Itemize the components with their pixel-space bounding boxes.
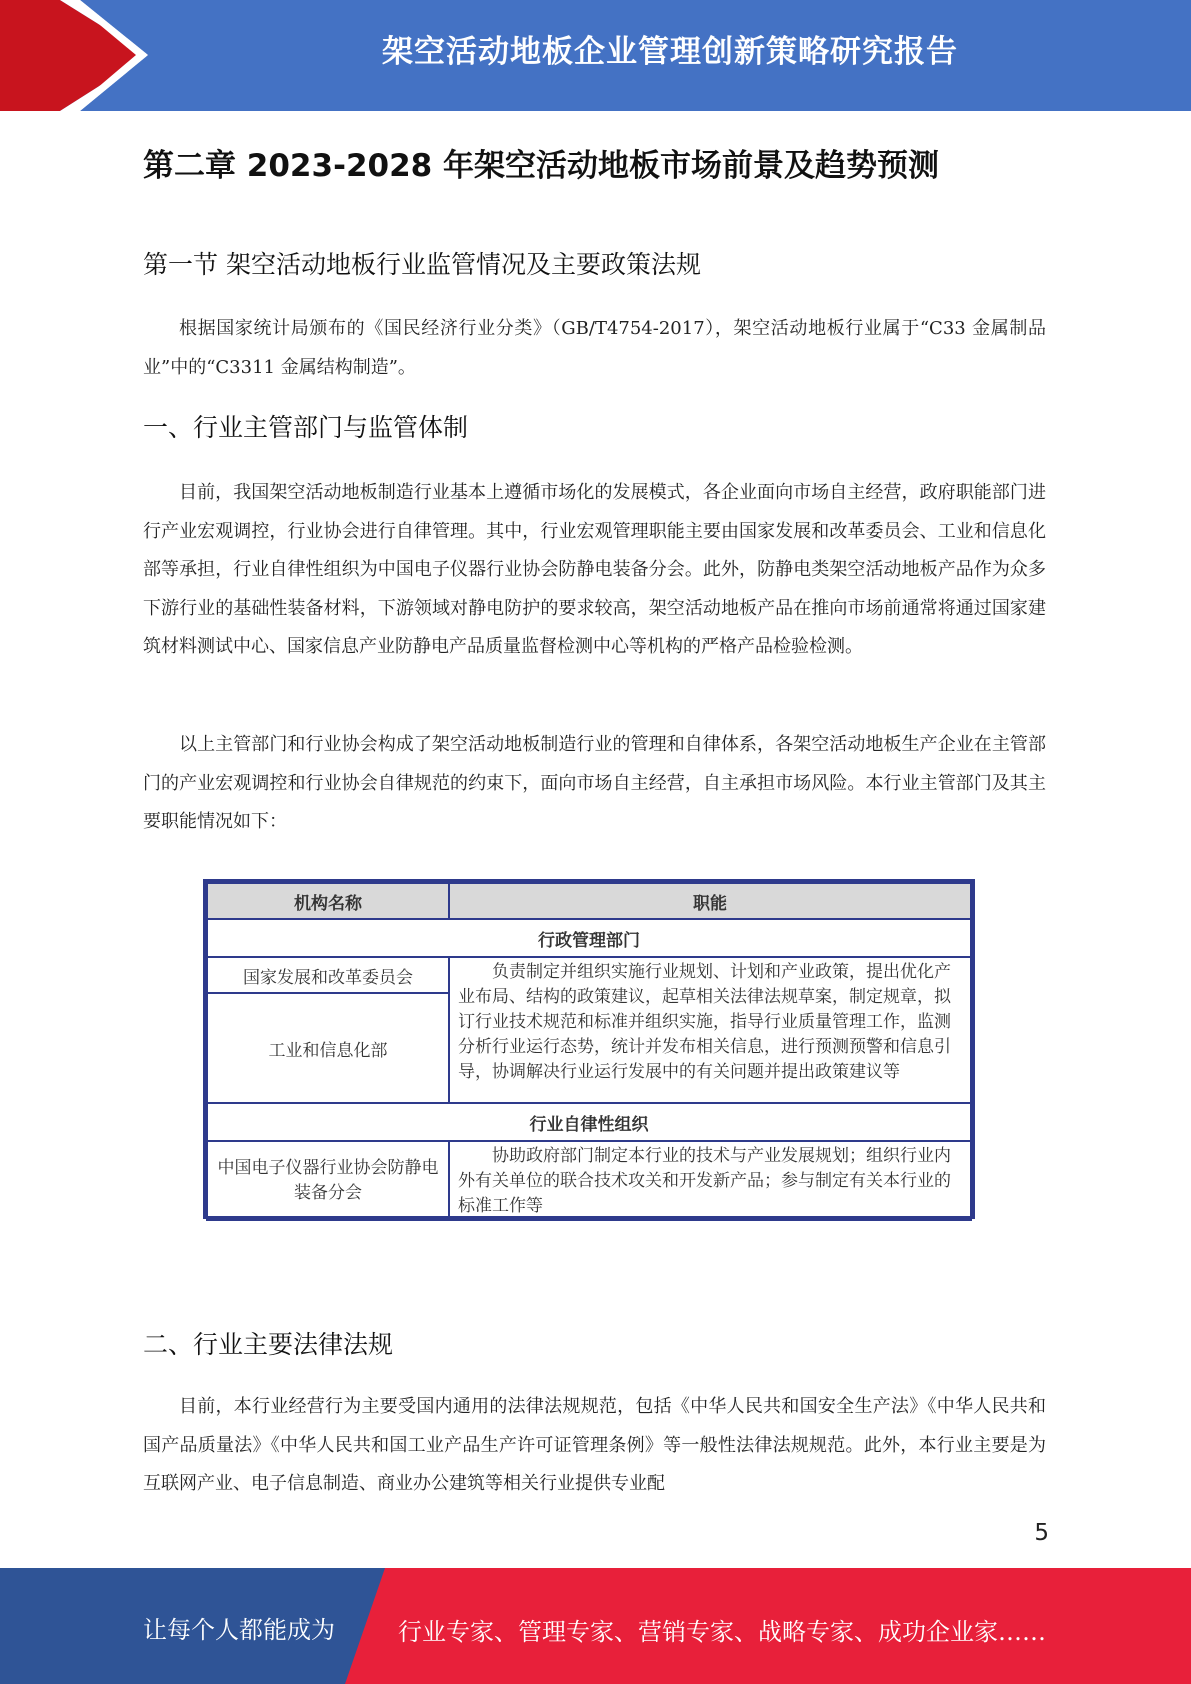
table-header-duty: 职能 [449,883,971,919]
page-number: 5 [1034,1520,1049,1546]
section-title: 第一节 架空活动地板行业监管情况及主要政策法规 [143,250,701,279]
table-cell-association: 中国电子仪器行业协会防静电装备分会 [207,1141,449,1220]
table-cell-admin-duty: 负责制定并组织实施行业规划、计划和产业政策，提出优化产业布局、结构的政策建议，起草相关法律法规草案，制定规章，拟订行业技术规范和标准并组织实施，指导行业质量管理工作，监测分析行业运行态势，统计并发布相关信息，进行预测预警和信息引导，协调解决行业运行发展中的有关问题并提出政策建议等 [449,957,971,1103]
regulators-table [203,879,975,1219]
table-header-org: 机构名称 [207,883,449,919]
intro-paragraph: 根据国家统计局颁布的《国民经济行业分类》（GB/T4754-2017），架空活动地板行业属于“C33 金属制品业”中的“C3311 金属结构制造”。 [143,318,1046,378]
heading-laws: 二、行业主要法律法规 [143,1330,394,1359]
footer-slogan-left: 让每个人都能成为 [143,1616,335,1644]
table-group-admin: 行政管理部门 [207,919,971,957]
table-group-self: 行业自律性组织 [207,1103,971,1141]
header-banner [0,0,1191,111]
table-cell-association-duty: 协助政府部门制定本行业的技术与产业发展规划；组织行业内外有关单位的联合技术攻关和开发新产品；参与制定有关本行业的标准工作等 [449,1141,971,1220]
chapter-title: 第二章 2023-2028 年架空活动地板市场前景及趋势预测 [143,148,940,184]
report-title: 架空活动地板企业管理创新策略研究报告 [382,34,958,70]
paragraph-laws: 目前，本行业经营行为主要受国内通用的法律法规规范，包括《中华人民共和国安全生产法》《中华人民共和国产品质量法》《中华人民共和国工业产品生产许可证管理条例》等一般性法律法规规范。此外，本行业主要是为互联网产业、电子信息制造、商业办公建筑等相关行业提供专业配 [143,1396,1046,1494]
table-cell-ndrc: 国家发展和改革委员会 [207,957,449,993]
heading-regulators: 一、行业主管部门与监管体制 [143,413,469,442]
footer-slogan-right: 行业专家、管理专家、营销专家、战略专家、成功企业家…… [398,1618,1046,1646]
footer-banner [0,1568,1191,1684]
paragraph-regulation-system: 目前，我国架空活动地板制造行业基本上遵循市场化的发展模式，各企业面向市场自主经营，政府职能部门进行产业宏观调控，行业协会进行自律管理。其中，行业宏观管理职能主要由国家发展和改革委员会、工业和信息化部等承担，行业自律性组织为中国电子仪器行业协会防静电装备分会。此外，防静电类架空活动地板产品作为众多下游行业的基础性装备材料，下游领域对静电防护的要求较高，架空活动地板产品在推向市场前通常将通过国家建筑材料测试中心、国家信息产业防静电产品质量监督检测中心等机构的严格产品检验检测。 [143,482,1046,657]
paragraph-management-system: 以上主管部门和行业协会构成了架空活动地板制造行业的管理和自律体系，各架空活动地板生产企业在主管部门的产业宏观调控和行业协会自律规范的约束下，面向市场自主经营，自主承担市场风险。本行业主管部门及其主要职能情况如下： [143,734,1046,832]
table-cell-miit: 工业和信息化部 [207,993,449,1103]
